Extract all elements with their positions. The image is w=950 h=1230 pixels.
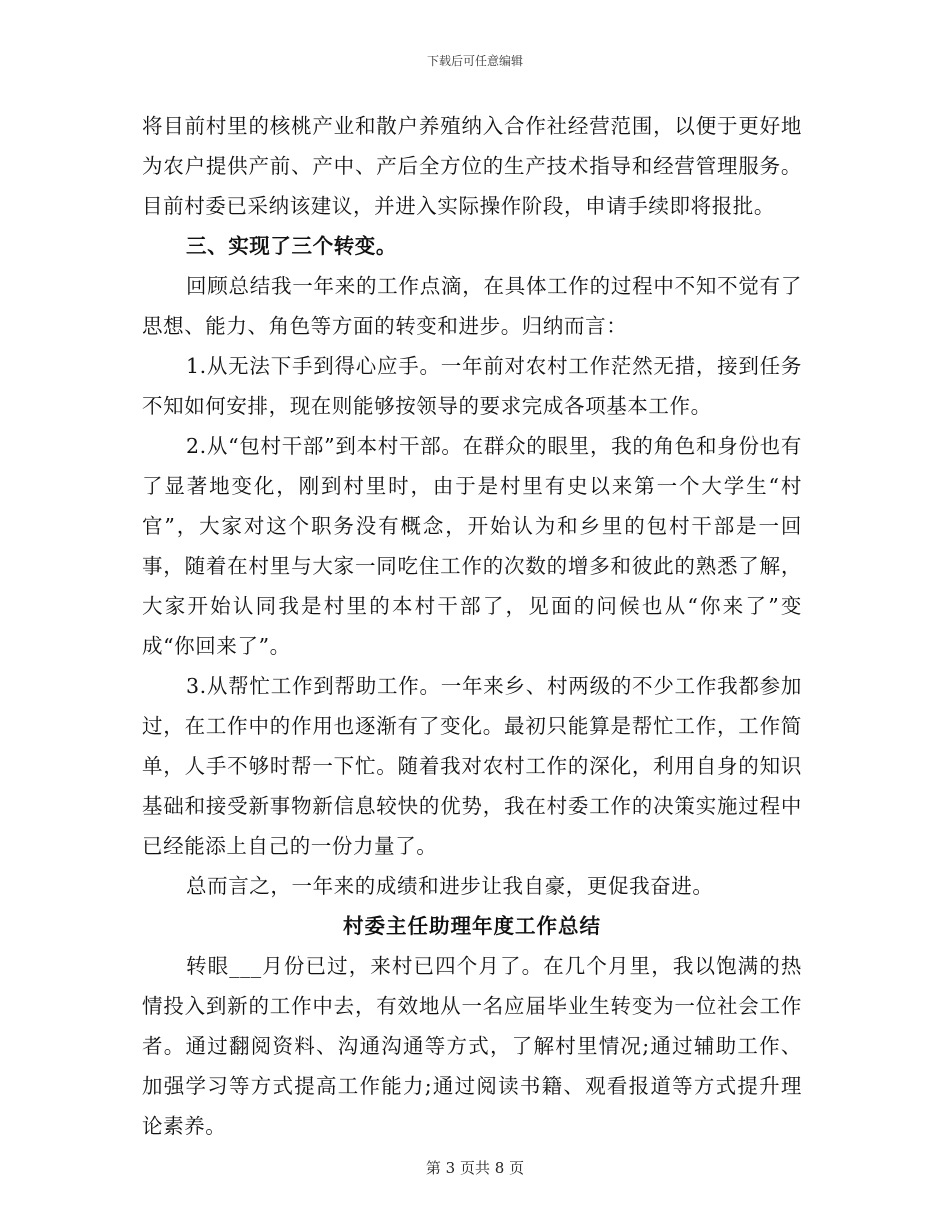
paragraph-change-1: 1.从无法下手到得心应手。一年前对农村工作茫然无措，接到任务不知如何安排，现在则能够按领导的要求完成各项基本工作。 xyxy=(142,354,802,418)
paragraph-change-2: 2.从“包村干部”到本村干部。在群众的眼里，我的角色和身份也有了显著地变化，刚到村里时，由于是村里有史以来第一个大学生“村官”，大家对这个职务没有概念，开始认为和乡里的包村干部是一回事，随着在村里与大家一同吃住工作的次数的增多和彼此的熟悉了解，大家开始认同我是村里的本村干部了，见面的问候也从“你来了”变成“你回来了”。 xyxy=(142,434,802,658)
page-header: 下载后可任意编辑 xyxy=(426,54,523,68)
paragraph-intro: 转眼___月份已过，来村已四个月了。在几个月里，我以饱满的热情投入到新的工作中去，有效地从一名应届毕业生转变为一位社会工作者。通过翻阅资料、沟通沟通等方式，了解村里情况;通过辅助工作、加强学习等方式提高工作能力;通过阅读书籍、观看报道等方式提升理论素养。 xyxy=(142,954,802,1138)
paragraph-cooperative: 将目前村里的核桃产业和散户养殖纳入合作社经营范围，以便于更好地为农户提供产前、产中、产后全方位的生产技术指导和经营管理服务。目前村委已采纳该建议，并进入实际操作阶段，申请手续即将报批。 xyxy=(142,114,802,218)
document-title: 村委主任助理年度工作总结 xyxy=(343,914,601,938)
paragraph-conclusion: 总而言之，一年来的成绩和进步让我自豪，更促我奋进。 xyxy=(186,874,714,898)
document-body xyxy=(142,106,802,1146)
paragraph-review: 回顾总结我一年来的工作点滴，在具体工作的过程中不知不觉有了思想、能力、角色等方面的转变和进步。归纳而言： xyxy=(142,274,802,338)
paragraph-change-3: 3.从帮忙工作到帮助工作。一年来乡、村两级的不少工作我都参加过，在工作中的作用也逐渐有了变化。最初只能算是帮忙工作，工作简单，人手不够时帮一下忙。随着我对农村工作的深化，利用自身的知识基础和接受新事物新信息较快的优势，我在村委工作的决策实施过程中已经能添上自己的一份力量了。 xyxy=(142,674,802,858)
section-heading-three-changes: 三、实现了三个转变。 xyxy=(186,234,397,258)
page-footer: 第 3 页共 8 页 xyxy=(425,1159,525,1177)
